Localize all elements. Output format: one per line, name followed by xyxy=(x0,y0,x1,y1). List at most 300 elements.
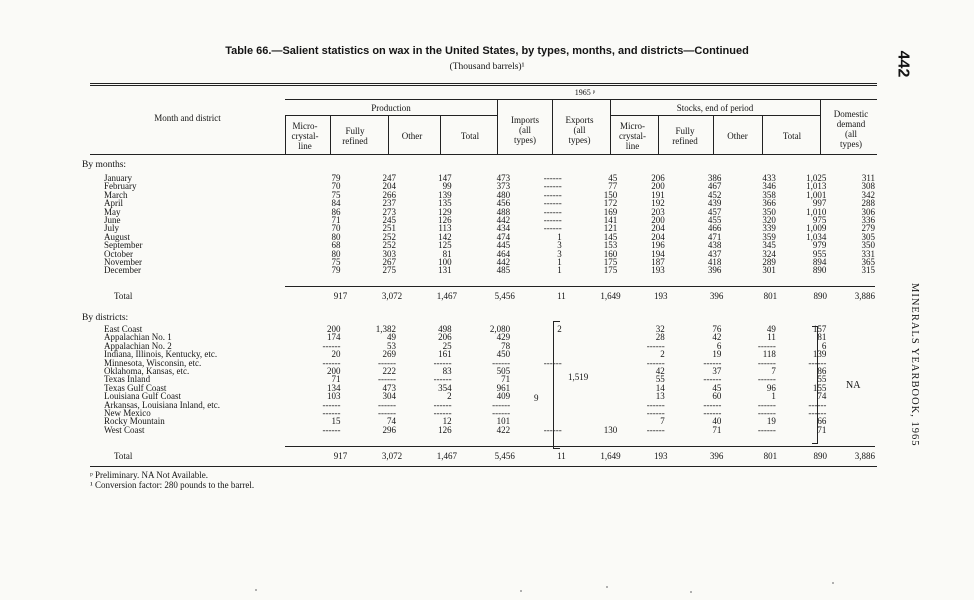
stocks-other-header: Other xyxy=(727,131,748,141)
cell xyxy=(562,359,618,367)
cell: ------ xyxy=(378,408,396,419)
top-rule xyxy=(90,83,877,84)
cell: 28 xyxy=(655,332,665,343)
cell: 139 xyxy=(812,349,827,360)
total-cell: 3,886 xyxy=(854,291,875,301)
cell: 200 xyxy=(651,181,665,192)
row-label: October xyxy=(104,248,133,259)
cell: 2 xyxy=(447,391,452,402)
cell: ------ xyxy=(543,215,562,226)
cell: 336 xyxy=(861,215,875,226)
total-cell: 193 xyxy=(653,451,668,461)
footnote: ᵖ Preliminary. NA Not Available. xyxy=(90,470,209,480)
cell: 126 xyxy=(438,424,452,435)
cell: 366 xyxy=(762,198,776,209)
cell: 247 xyxy=(382,173,396,183)
stocks-fully-header xyxy=(660,126,710,146)
cell: 442 xyxy=(496,257,511,268)
cell: 53 xyxy=(387,340,396,351)
table-row xyxy=(104,182,875,190)
cell: 304 xyxy=(382,391,396,402)
bottom-rule xyxy=(90,466,877,467)
cell xyxy=(826,426,875,434)
cell: 204 xyxy=(651,223,665,234)
cell xyxy=(826,342,875,350)
cell: 365 xyxy=(861,257,875,268)
cell: 134 xyxy=(326,382,341,393)
cell: 161 xyxy=(438,349,452,360)
cell: 467 xyxy=(707,181,722,192)
row-label: West Coast xyxy=(104,424,145,435)
cell: ------ xyxy=(433,357,452,368)
total-label: Total xyxy=(114,291,133,301)
stocks-micro-header-line2: crystal- xyxy=(619,131,646,141)
cell: 320 xyxy=(762,215,776,226)
year-rule xyxy=(285,99,877,100)
cell: 129 xyxy=(438,206,452,217)
cell: 192 xyxy=(651,198,665,209)
cell: 237 xyxy=(382,198,396,209)
cell: 191 xyxy=(651,189,665,200)
table-row xyxy=(104,342,875,350)
exports-header xyxy=(552,115,607,145)
cell: 74 xyxy=(387,416,396,427)
cell: 19 xyxy=(712,349,722,360)
cell: 160 xyxy=(603,248,618,259)
cell: ------ xyxy=(757,357,776,368)
districts-table xyxy=(104,325,875,434)
cell: 60 xyxy=(712,391,722,402)
row-label: April xyxy=(104,198,123,209)
table-subtitle: (Thousand barrels)¹ xyxy=(449,62,525,72)
table-row xyxy=(104,208,875,216)
imports-header-line1: Imports xyxy=(511,115,539,125)
col-sep xyxy=(610,100,611,154)
cell: 6 xyxy=(821,340,827,351)
cell: 350 xyxy=(861,240,875,251)
cell: 1 xyxy=(557,231,562,242)
cell xyxy=(826,350,875,358)
cell: 113 xyxy=(438,223,452,234)
cell: 289 xyxy=(762,257,776,268)
cell: 125 xyxy=(438,240,452,251)
cell: 7 xyxy=(660,416,665,427)
months-table xyxy=(104,174,875,275)
cell: 1,001 xyxy=(806,189,827,200)
cell xyxy=(826,392,875,400)
cell xyxy=(562,325,618,333)
cell: ------ xyxy=(646,357,665,368)
exports-merged-value: 1,519 xyxy=(568,372,589,382)
cell: 1 xyxy=(771,391,776,402)
cell: 422 xyxy=(496,424,511,435)
cell: 456 xyxy=(496,198,511,209)
cell: ------ xyxy=(543,206,562,217)
stocks-total-header: Total xyxy=(782,131,802,141)
cell: 429 xyxy=(496,332,511,343)
cell xyxy=(562,401,618,409)
running-head: MINERALS YEARBOOK, 1965 xyxy=(909,283,920,447)
months-total-rule xyxy=(285,286,875,287)
other-header: Other xyxy=(401,131,423,141)
cell: 77 xyxy=(608,181,618,192)
total-row xyxy=(104,452,875,460)
month-district-header: Month and district xyxy=(154,113,221,123)
cell: 2 xyxy=(557,324,562,334)
months-section-label: By months: xyxy=(82,160,127,170)
cell: 15 xyxy=(331,416,341,427)
cell: ------ xyxy=(703,399,722,410)
cell: 1,382 xyxy=(375,324,396,334)
cell xyxy=(826,325,875,333)
cell: 175 xyxy=(603,265,618,276)
total-label: Total xyxy=(114,451,133,461)
total-cell: 3,886 xyxy=(854,451,875,461)
row-label: August xyxy=(104,231,131,242)
cell: 386 xyxy=(707,173,722,183)
cell: 74 xyxy=(817,391,827,402)
cell: 442 xyxy=(496,215,511,226)
total-cell: 11 xyxy=(557,291,566,301)
total-cell: 890 xyxy=(813,451,828,461)
cell: 81 xyxy=(817,332,827,343)
exports-header-line2: (all xyxy=(573,125,586,135)
cell: 434 xyxy=(496,223,511,234)
cell: 1 xyxy=(557,265,562,276)
cell: ------ xyxy=(543,181,562,192)
row-label: Texas Gulf Coast xyxy=(104,382,167,393)
cell: 155 xyxy=(812,382,827,393)
cell: ------ xyxy=(646,408,665,419)
cell: ------ xyxy=(543,189,562,200)
cell: 145 xyxy=(603,231,618,242)
cell: 331 xyxy=(861,248,875,259)
table-row xyxy=(104,409,875,417)
total-cell: 1,467 xyxy=(436,291,458,301)
imports-header xyxy=(500,115,550,145)
cell: 118 xyxy=(762,349,776,360)
col-sep xyxy=(497,100,498,154)
cell: 142 xyxy=(438,231,452,242)
cell: 196 xyxy=(651,240,665,251)
cell: 252 xyxy=(382,231,396,242)
cell: 505 xyxy=(496,366,511,377)
cell: 342 xyxy=(861,189,875,200)
cell: 80 xyxy=(331,248,341,259)
cell: ------ xyxy=(322,340,341,351)
col-sep xyxy=(330,116,331,154)
cell: 187 xyxy=(651,257,665,268)
cell: ------ xyxy=(433,374,452,385)
row-label: Rocky Mountain xyxy=(104,416,165,427)
cell: 32 xyxy=(655,324,665,334)
cell: 252 xyxy=(382,240,396,251)
row-label: Arkansas, Louisiana Inland, etc. xyxy=(104,399,220,410)
cell xyxy=(826,359,875,367)
cell: 485 xyxy=(496,265,511,276)
cell: 473 xyxy=(496,173,511,183)
domestic-header-line4: types) xyxy=(840,139,862,149)
cell: 200 xyxy=(326,366,341,377)
cell: 1,009 xyxy=(806,223,827,234)
cell: 99 xyxy=(442,181,452,192)
total-cell: 890 xyxy=(813,291,828,301)
cell: 71 xyxy=(712,424,722,435)
total-cell: 1,649 xyxy=(600,451,621,461)
cell: ------ xyxy=(757,340,776,351)
cell: 75 xyxy=(331,257,341,268)
cell: 480 xyxy=(496,189,511,200)
exports-header-line3: types) xyxy=(568,135,591,145)
cell: 130 xyxy=(603,424,618,435)
cell: 42 xyxy=(655,366,665,377)
scan-speck xyxy=(520,590,522,592)
stocks-micro-header-line1: Micro- xyxy=(620,121,645,131)
cell: 71 xyxy=(817,424,827,435)
districts-total-table xyxy=(104,452,875,460)
total-cell: 801 xyxy=(763,291,778,301)
total-cell: 5,456 xyxy=(494,291,515,301)
total-cell: 5,456 xyxy=(494,451,515,461)
cell: ------ xyxy=(757,408,776,419)
cell: 1,025 xyxy=(806,173,827,183)
cell: 450 xyxy=(496,349,511,360)
table-row xyxy=(104,325,875,333)
cell: 452 xyxy=(707,189,722,200)
cell: 139 xyxy=(438,189,452,200)
cell: ------ xyxy=(543,173,562,183)
cell: 409 xyxy=(496,391,511,402)
cell: 6 xyxy=(716,340,722,351)
cell: ------ xyxy=(703,357,722,368)
domestic-merged-value: NA xyxy=(846,380,861,391)
row-label: Appalachian No. 1 xyxy=(104,332,172,343)
cell xyxy=(562,350,618,358)
cell: 1,013 xyxy=(806,181,827,192)
cell: 19 xyxy=(766,416,776,427)
cell: 3 xyxy=(557,248,562,259)
cell: 488 xyxy=(496,206,511,217)
imports-header-line2: (all xyxy=(519,125,531,135)
total-cell: 1,649 xyxy=(600,291,621,301)
cell: 350 xyxy=(762,206,776,217)
cell: ------ xyxy=(808,357,827,368)
cell: ------ xyxy=(808,399,827,410)
cell: ------ xyxy=(492,408,511,419)
col-sep xyxy=(762,116,763,154)
cell: 288 xyxy=(861,198,875,209)
header-bottom-rule xyxy=(90,154,877,155)
cell: 45 xyxy=(608,173,618,183)
cell: 80 xyxy=(331,231,341,242)
cell: 96 xyxy=(766,382,776,393)
cell: 175 xyxy=(603,257,618,268)
row-label: Minnesota, Wisconsin, etc. xyxy=(104,357,202,368)
cell: 13 xyxy=(655,391,665,402)
cell xyxy=(562,342,618,350)
cell: 339 xyxy=(762,223,776,234)
cell: 174 xyxy=(326,332,341,343)
row-label: East Coast xyxy=(104,324,143,334)
cell: 890 xyxy=(812,265,827,276)
col-sep xyxy=(285,116,286,154)
domestic-header xyxy=(822,109,880,149)
row-label: July xyxy=(104,223,120,234)
cell: 471 xyxy=(707,231,722,242)
cell: 306 xyxy=(861,206,875,217)
col-sep xyxy=(713,116,714,154)
fully-header-line2: refined xyxy=(342,136,368,146)
row-label: November xyxy=(104,257,142,268)
cell: ------ xyxy=(703,408,722,419)
cell: 11 xyxy=(767,332,776,343)
cell: ------ xyxy=(492,357,511,368)
imports-header-line3: types) xyxy=(514,135,536,145)
cell: 961 xyxy=(496,382,511,393)
cell: ------ xyxy=(646,399,665,410)
cell: 2,080 xyxy=(489,324,511,334)
cell: 275 xyxy=(382,265,396,276)
table-row xyxy=(104,375,875,383)
cell: 437 xyxy=(707,248,722,259)
cell: 200 xyxy=(326,324,341,334)
cell: 396 xyxy=(707,265,722,276)
cell: 66 xyxy=(817,416,827,427)
cell: 269 xyxy=(382,349,396,360)
fully-header-line1: Fully xyxy=(345,126,365,136)
cell: 78 xyxy=(501,340,511,351)
cell: 3 xyxy=(557,240,562,251)
table-row xyxy=(104,233,875,241)
cell: 204 xyxy=(382,181,396,192)
cell: 439 xyxy=(707,198,722,209)
cell: 457 xyxy=(707,206,722,217)
cell: 311 xyxy=(861,173,875,183)
total-cell: 3,072 xyxy=(381,291,403,301)
table-row xyxy=(104,216,875,224)
cell: ------ xyxy=(757,424,776,435)
cell: ------ xyxy=(543,424,562,435)
cell: 7 xyxy=(771,366,776,377)
row-label: New Mexico xyxy=(104,408,151,419)
domestic-group-brace xyxy=(812,326,818,444)
col-sep xyxy=(552,100,553,154)
stocks-rule xyxy=(610,115,820,116)
cell: ------ xyxy=(322,399,341,410)
cell: 2 xyxy=(660,349,665,360)
cell: 20 xyxy=(331,349,341,360)
cell: 141 xyxy=(603,215,618,226)
cell: 37 xyxy=(712,366,722,377)
cell: 45 xyxy=(712,382,722,393)
micro-header xyxy=(285,121,325,151)
cell: 273 xyxy=(382,206,396,217)
year-header: 1965 ᵖ xyxy=(574,88,596,97)
imports-merged-value: 9 xyxy=(534,393,539,403)
cell: 135 xyxy=(438,198,452,209)
footnote: ¹ Conversion factor: 280 pounds to the barrel. xyxy=(90,479,255,490)
table-row xyxy=(104,258,875,266)
cell: 70 xyxy=(331,223,341,234)
cell: 354 xyxy=(438,382,452,393)
cell: 266 xyxy=(382,189,396,200)
cell: 303 xyxy=(382,248,396,259)
cell: 76 xyxy=(712,324,722,334)
col-sep xyxy=(820,100,821,154)
cell xyxy=(562,392,618,400)
cell: 359 xyxy=(762,231,776,242)
cell: ------ xyxy=(492,399,511,410)
cell: 71 xyxy=(331,374,341,385)
cell xyxy=(826,333,875,341)
cell: 49 xyxy=(387,332,396,343)
table-row xyxy=(104,250,875,258)
cell: 86 xyxy=(331,206,341,217)
cell: 473 xyxy=(382,382,396,393)
cell: 464 xyxy=(496,248,511,259)
cell: 455 xyxy=(707,215,722,226)
cell xyxy=(826,367,875,375)
total-cell: 396 xyxy=(709,291,724,301)
cell: ------ xyxy=(322,357,341,368)
stocks-micro-header-line3: line xyxy=(625,141,640,151)
cell xyxy=(562,384,618,392)
cell: 194 xyxy=(651,248,665,259)
cell: ------ xyxy=(703,374,722,385)
row-label: September xyxy=(104,240,143,251)
cell: ------ xyxy=(433,408,452,419)
cell: 55 xyxy=(655,374,665,385)
scan-speck xyxy=(690,591,692,593)
cell: 346 xyxy=(762,181,776,192)
domestic-header-line1: Domestic xyxy=(833,109,869,119)
cell: 14 xyxy=(655,382,665,393)
cell: 71 xyxy=(331,215,341,226)
stocks-micro-header xyxy=(610,121,655,151)
cell: 49 xyxy=(766,324,776,334)
row-label: December xyxy=(104,265,141,276)
table-title: Table 66.—Salient statistics on wax in the United States, by types, months, and districts—Continued xyxy=(225,45,749,57)
cell: 84 xyxy=(331,198,341,209)
cell: 206 xyxy=(438,332,452,343)
cell: 126 xyxy=(438,215,452,226)
cell: 1,034 xyxy=(806,231,827,242)
table-row xyxy=(104,384,875,392)
total-header: Total xyxy=(460,131,480,141)
cell: 498 xyxy=(438,324,452,334)
micro-header-line2: crystal- xyxy=(291,131,319,141)
months-total-table xyxy=(104,292,875,300)
table-row xyxy=(104,199,875,207)
col-sep xyxy=(440,116,441,154)
cell: 203 xyxy=(651,206,665,217)
total-cell: 801 xyxy=(763,451,778,461)
cell: ------ xyxy=(646,424,665,435)
footnotes xyxy=(90,471,254,490)
cell: 222 xyxy=(382,366,396,377)
col-sep xyxy=(658,116,659,154)
cell: 418 xyxy=(707,257,722,268)
page-number: 442 xyxy=(894,50,912,78)
cell: 172 xyxy=(603,198,618,209)
cell: 75 xyxy=(331,189,341,200)
total-cell: 3,072 xyxy=(381,451,403,461)
domestic-header-line3: (all xyxy=(845,129,857,139)
top-rule-2 xyxy=(90,85,877,86)
row-label: Texas Inland xyxy=(104,374,151,385)
cell: 153 xyxy=(603,240,618,251)
cell: 324 xyxy=(762,248,776,259)
